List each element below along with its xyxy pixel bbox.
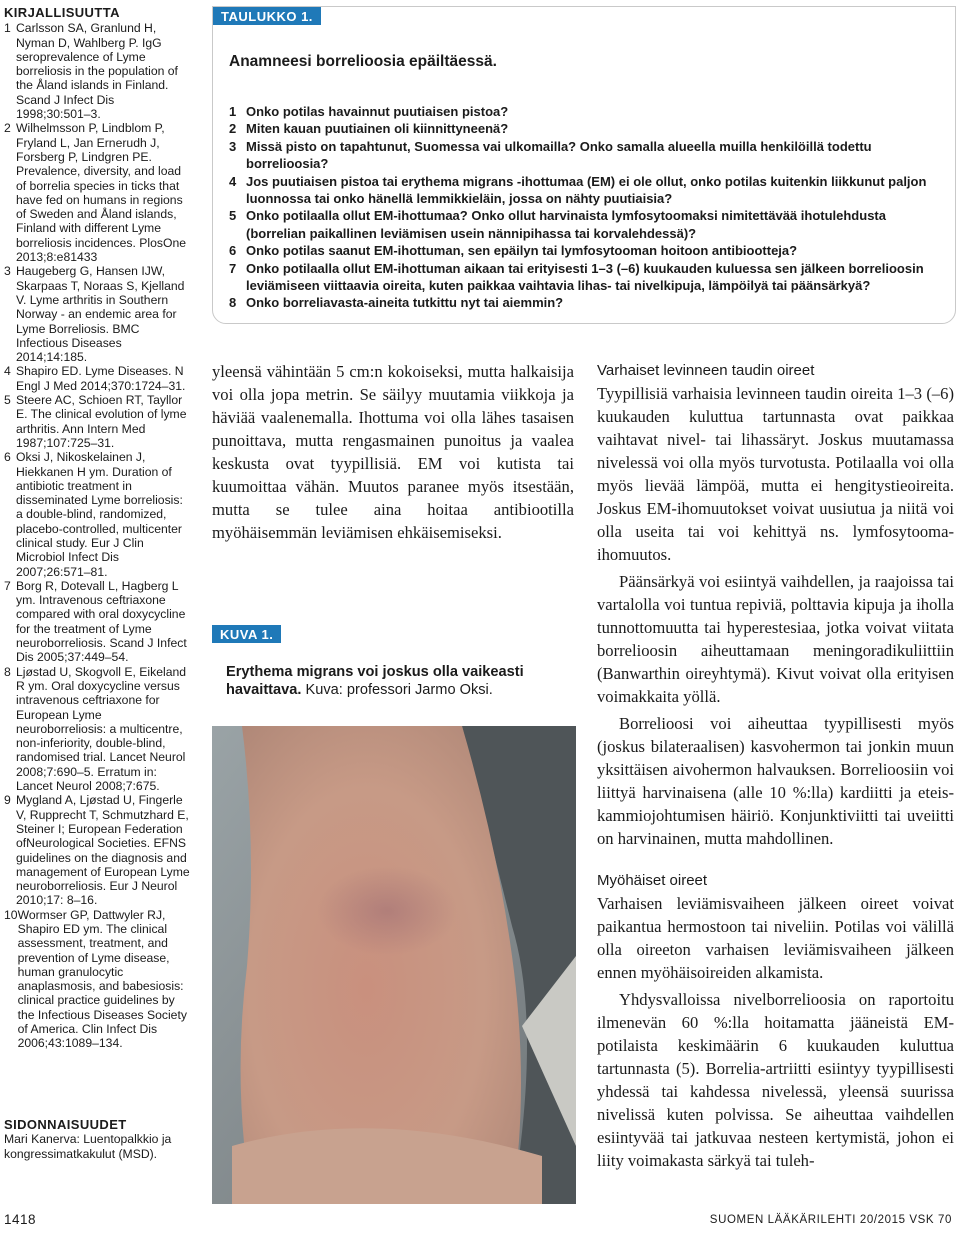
table-row: 7 Onko potilaalla ollut EM-ihottuman aikaan tai erityisesti 1–3 (–6) kuukauden kuluessa sen jälkeen borrelioosin leviämiseen viittaavia oireita, kuten paikkaa vaihtavia lihas- tai nivelkipuja, lämpöilyä tai päänsärkyä? <box>229 260 924 294</box>
reference-item: 3 Haugeberg G, Hansen IJW, Skarpaas T, Noraas S, Kjelland V. Lyme arthritis in Southern Norway - an endemic area for Lyme Borreliosis. BMC Infectious Diseases 2014;14:185. <box>4 264 185 365</box>
body-paragraph: Päänsärkyä voi esiintyä vaihdellen, ja raajoissa tai vartalolla voi tuntua repiviä, polttavia kipuja ja iholla tunnottomuutta tai hyperestesiaa, jotka voivat viitata borrelioosin aiheuttamaan meningoradikuliittiin (Banwarthin oireyhtymä). Kivut voivat olla erityisen voimakkaita yöllä. <box>597 572 954 706</box>
reference-item: 9 Mygland A, Ljøstad U, Fingerle V, Rupprecht T, Schmutzhard E, Steiner I; European Federation ofNeurological Societies. EFNS guidelines on the diagnosis and management of European Lyme neuroborreliosis. Eur J Neurol 2010;17: 8–16. <box>4 793 190 908</box>
table-row: 4 Jos puutiaisen pistoa tai erythema migrans -ihottumaa (EM) ei ole ollut, onko potilas kuitenkin liikkunut paljon luonnossa tai onko hänellä lemmikkieläin, jossa on nähty puutiaisia? <box>229 173 927 207</box>
body-paragraph: Tyypillisiä varhaisia levinneen taudin oireita 1–3 (–6) kuukauden kuluttua tartunnasta ovat paikkaa vaihtavat nivel- tai lihassäryt. Joskus muutamassa nivelessä voi olla myös turvotusta. Potilaalla voi olla myös lievää lämpöä, mutta ei hengitystieoireita. Joskus EM-ihomuutokset voivat uusiutua ja niitä voi olla useita tai voi kehittyä ns. lymfosytooma-ihomuutos. <box>597 384 954 564</box>
journal-footer: SUOMEN LÄÄKÄRILEHTI 20/2015 VSK 70 <box>709 1214 952 1226</box>
disclosure-text: Mari Kanerva: Luentopalkkio ja kongressimatkakulut (MSD). <box>4 1132 172 1161</box>
figure-caption-credit: Kuva: professori Jarmo Oksi. <box>301 681 493 698</box>
table-row: 6 Onko potilas saanut EM-ihottuman, sen epäilyn tai lymfosytooman hoitoon antibiootteja? <box>229 243 798 259</box>
disclosure-heading: SIDONNAISUUDET <box>4 1117 127 1132</box>
body-paragraph: Borrelioosi voi aiheuttaa tyypillisesti myös (joskus bilateraalisen) kasvohermon tai jonkin muun yksittäisen aivohermon halvauksen. Borrelioosiin voi liittyä harvinaisena (alle 10 %:lla) kardiitti ja eteis-kammiojohtumisen häiriö. Konjunktiviitti tai uveiitti on harvinainen, mutta mahdollinen. <box>597 714 954 848</box>
table-tag: TAULUKKO 1. <box>213 7 321 25</box>
table-row: 3 Missä pisto on tapahtunut, Suomessa vai ulkomailla? Onko samalla alueella muilla henkilöillä todettu borrelioosia? <box>229 138 872 172</box>
table-question-list <box>229 103 949 312</box>
table-box <box>212 6 956 324</box>
table-title: Anamneesi borrelioosia epäiltäessä. <box>229 53 497 70</box>
reference-item: 5 Steere AC, Schioen RT, Tayllor E. The clinical evolution of lyme arthritis. Ann Intern Med 1987;107:725–31. <box>4 393 187 450</box>
table-row: 1 Onko potilas havainnut puutiaisen pistoa? <box>229 104 509 119</box>
table-row: 2 Miten kauan puutiainen oli kiinnittyneenä? <box>229 121 509 137</box>
right-column-text <box>597 360 954 1172</box>
disclosure-box <box>4 1118 190 1161</box>
middle-column-text <box>212 360 574 544</box>
references-heading: KIRJALLISUUTTA <box>4 5 120 20</box>
figure <box>212 625 576 699</box>
reference-item: 4 Shapiro ED. Lyme Diseases. N Engl J Med 2014;370:1724–31. <box>4 364 186 393</box>
reference-item: 2 Wilhelmsson P, Lindblom P, Fryland L, Jan Ernerudh J, Forsberg P, Lindgren PE. Prevalence, diversity, and load of borrelia species in ticks that have fed on humans in regions of Sweden and Åland islands, Finland with different Lyme borreliosis incidences. PlosOne 2013;8:e81433 <box>4 121 187 265</box>
figure-caption <box>212 664 576 699</box>
figure-caption-bold: Erythema migrans voi joskus olla vaikeasti havaittava. <box>226 664 524 698</box>
section-heading-early: Varhaiset levinneen taudin oireet <box>597 362 815 379</box>
body-paragraph: yleensä vähintään 5 cm:n kokoiseksi, mutta halkaisija voi olla jopa metrin. Se säilyy muutamia viikkoja ja häviää vaalenemalla. Ihottuma voi olla lähes tasaisen punoittava, mutta rengasmainen punoitus ja vaalea keskusta ovat tyypillisiä. EM voi kutista tai kuumoittaa vähän. Muutos paranee myös itsestään, mutta se tulee aina hoitaa antibiootilla myöhäisemmän leviämisen ehkäisemiseksi. <box>212 362 574 542</box>
references-column <box>4 6 190 1051</box>
table-row: 8 Onko borreliavasta-aineita tutkittu nyt tai aiemmin? <box>229 295 564 311</box>
reference-item: 6 Oksi J, Nikoskelainen J, Hiekkanen H ym. Duration of antibiotic treatment in disseminated Lyme borreliosis: a double-blind, randomized, placebo-controlled, multicenter clinical study. Eur J Clin Microbiol Infect Dis 2007;26:571–81. <box>4 450 183 579</box>
reference-item: 1 Carlsson SA, Granlund H, Nyman D, Wahlberg P. IgG seroprevalence of Lyme borreliosis in the population of the Åland islands in Finland. Scand J Infect Dis 1998;30:501–3. <box>4 21 178 122</box>
figure-tag: KUVA 1. <box>212 625 281 643</box>
section-heading-late: Myöhäiset oireet <box>597 872 708 889</box>
table-row: 5 Onko potilaalla ollut EM-ihottumaa? Onko ollut harvinaista lymfosytoomaksi nimitettävää ihotulehdusta (borrelian paikallinen leviämisen usein nännipihassa tai korvalehdessä)? <box>229 208 886 241</box>
reference-item: 10 Wormser GP, Dattwyler RJ, Shapiro ED ym. The clinical assessment, treatment, and prevention of Lyme disease, human granulocytic anaplasmosis, and babesiosis: clinical practice guidelines by the Infectious Diseases Society of America. Clin Infect Dis 2006;43:1089–134. <box>4 907 187 1051</box>
reference-item: 8 Ljøstad U, Skogvoll E, Eikeland R ym. Oral doxycycline versus intravenous ceftriaxone for European Lyme neuroborreliosis: a multicentre, non-inferiority, double-blind, randomised trial. Lancet Neurol 2008;7:690–5. Erratum in: Lancet Neurol 2008;7:675. <box>4 664 187 794</box>
figure-photo <box>212 726 576 1204</box>
erythema-photo-illustration <box>212 726 576 1204</box>
reference-item: 7 Borg R, Dotevall L, Hagberg L ym. Intravenous ceftriaxone compared with oral doxycycline for the treatment of Lyme neuroborreliosis. Scand J Infect Dis 2005;37:449–54. <box>4 578 187 665</box>
body-paragraph: Yhdysvalloissa nivelborrelioosia on raportoitu ilmenevän 60 %:lla hoitamatta jääneistä EM-potilaista keskimäärin 6 kuukauden kuluttua tartunnasta (5). Borrelia-artriitti esiintyy tyypillisesti yhdessä tai kahdessa nivelessä, yleensä suurissa nivelissä kuten polvissa. Se aiheuttaa vaihdellen esiintyvää tai jatkuvaa nesteen kertymistä, johon ei liity voimakasta särkyä tai tuleh- <box>597 990 954 1170</box>
body-paragraph: Varhaisen leviämisvaiheen jälkeen oireet voivat paikantua hermostoon tai niveliin. Potilas voi välillä olla oireeton varhaisen leviämisvaiheen jälkeen ennen myöhäisoireiden alkamista. <box>597 894 954 982</box>
references-list <box>4 21 190 1050</box>
page-number: 1418 <box>4 1212 37 1227</box>
